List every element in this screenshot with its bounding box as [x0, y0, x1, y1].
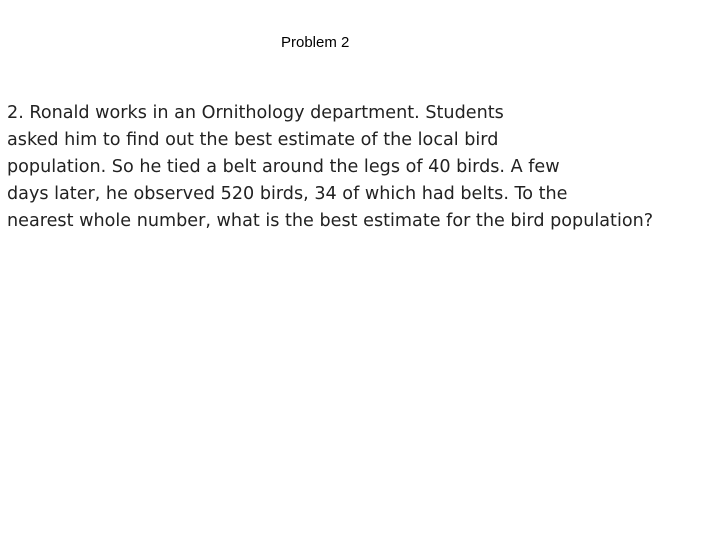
problem-text: [7, 100, 719, 235]
problem-line-2: asked him to find out the best estimate of the local bird: [7, 130, 499, 150]
problem-line-5: nearest whole number, what is the best estimate for the bird population?: [7, 211, 654, 231]
slide-title: Problem 2: [281, 34, 350, 51]
problem-line-3: population. So he tied a belt around the legs of 40 birds. A few: [7, 157, 560, 177]
problem-line-4: days later, he observed 520 birds, 34 of which had belts. To the: [7, 184, 568, 204]
problem-line-1: 2. Ronald works in an Ornithology department. Students: [7, 103, 504, 123]
